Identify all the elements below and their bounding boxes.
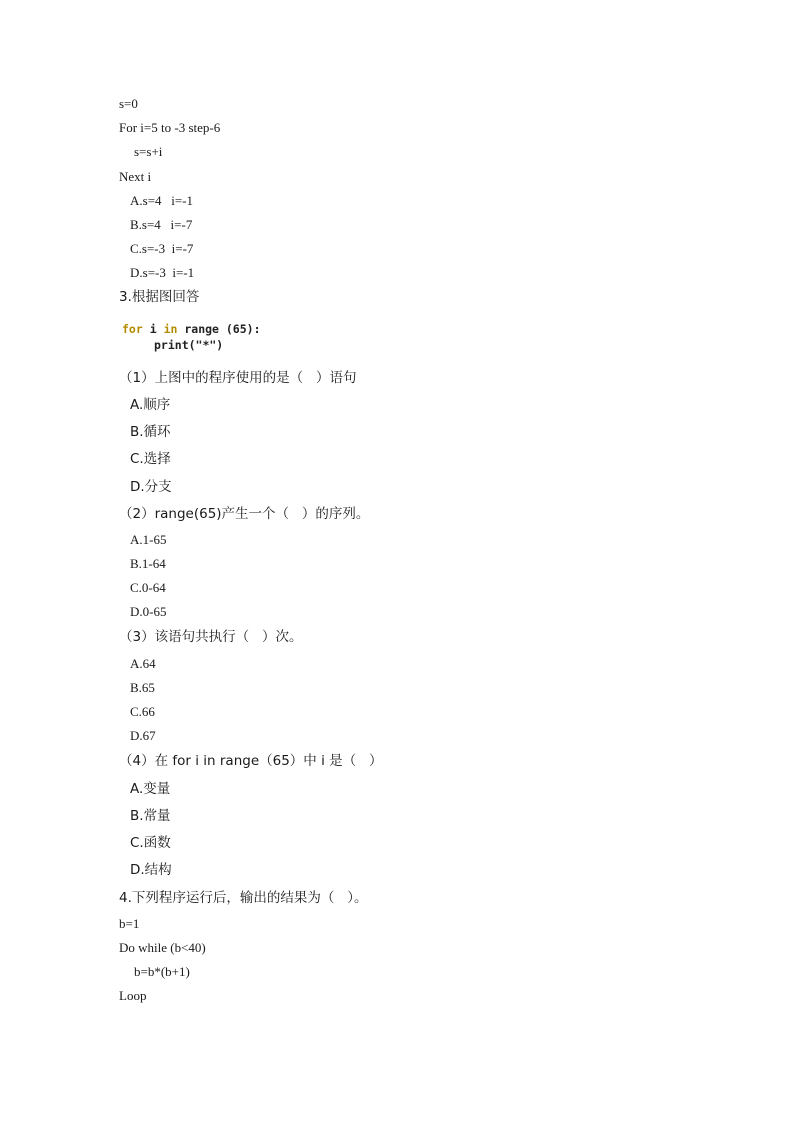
q3-sub3-option-a: A.64 <box>130 656 156 671</box>
q4-heading: 4.下列程序运行后，输出的结果为（ ）。 <box>119 890 368 906</box>
q2-option-a: A.s=4 i=-1 <box>130 193 194 208</box>
q3-sub2-question: （2）range(65)产生一个（ ）的序列。 <box>119 506 370 522</box>
q3-sub4-question: （4）在 for i in range（65）中 i 是（ ） <box>119 753 383 769</box>
q3-sub1-option-c: C.选择 <box>130 451 171 467</box>
q2-code-line-1: s=0 <box>119 96 138 111</box>
q3-sub2-option-a: A.1-65 <box>130 532 167 547</box>
q2-option-d: D.s=-3 i=-1 <box>130 265 195 280</box>
q3-code-snippet <box>122 321 261 353</box>
code-var-i: i <box>142 322 164 336</box>
q3-sub2-option-c: C.0-64 <box>130 580 166 595</box>
q2-code-line-2: For i=5 to -3 step-6 <box>119 120 221 135</box>
q2-code-line-3: s=s+i <box>134 144 163 159</box>
q3-code-line-2: print("*") <box>154 338 224 352</box>
code-keyword-for: for <box>122 322 143 336</box>
q2-option-b: B.s=4 i=-7 <box>130 217 193 232</box>
q3-sub2-option-b: B.1-64 <box>130 556 166 571</box>
q3-sub3-option-d: D.67 <box>130 728 156 743</box>
q4-code-line-3: b=b*(b+1) <box>134 964 190 979</box>
q3-sub2-option-d: D.0-65 <box>130 604 167 619</box>
q3-sub4-option-a: A.变量 <box>130 781 171 797</box>
q4-code-line-2: Do while (b<40) <box>119 940 206 955</box>
q3-sub1-question: （1）上图中的程序使用的是（ ）语句 <box>119 370 357 386</box>
code-keyword-in: in <box>163 322 178 336</box>
q4-code-line-4: Loop <box>119 988 147 1003</box>
q3-code-line-1 <box>122 321 261 337</box>
q3-sub1-option-d: D.分支 <box>130 479 172 495</box>
q2-code-line-4: Next i <box>119 169 152 184</box>
q3-sub4-option-b: B.常量 <box>130 808 171 824</box>
q4-code-line-1: b=1 <box>119 916 140 931</box>
q3-heading: 3.根据图回答 <box>119 289 200 305</box>
q3-sub3-question: （3）该语句共执行（ ）次。 <box>119 629 303 645</box>
q3-sub3-option-c: C.66 <box>130 704 155 719</box>
code-range-call: range (65): <box>177 322 261 336</box>
q3-sub3-option-b: B.65 <box>130 680 155 695</box>
q3-sub1-option-b: B.循环 <box>130 424 171 440</box>
q3-sub1-option-a: A.顺序 <box>130 397 171 413</box>
q3-sub4-option-d: D.结构 <box>130 862 172 878</box>
q3-sub4-option-c: C.函数 <box>130 835 171 851</box>
q2-option-c: C.s=-3 i=-7 <box>130 241 194 256</box>
